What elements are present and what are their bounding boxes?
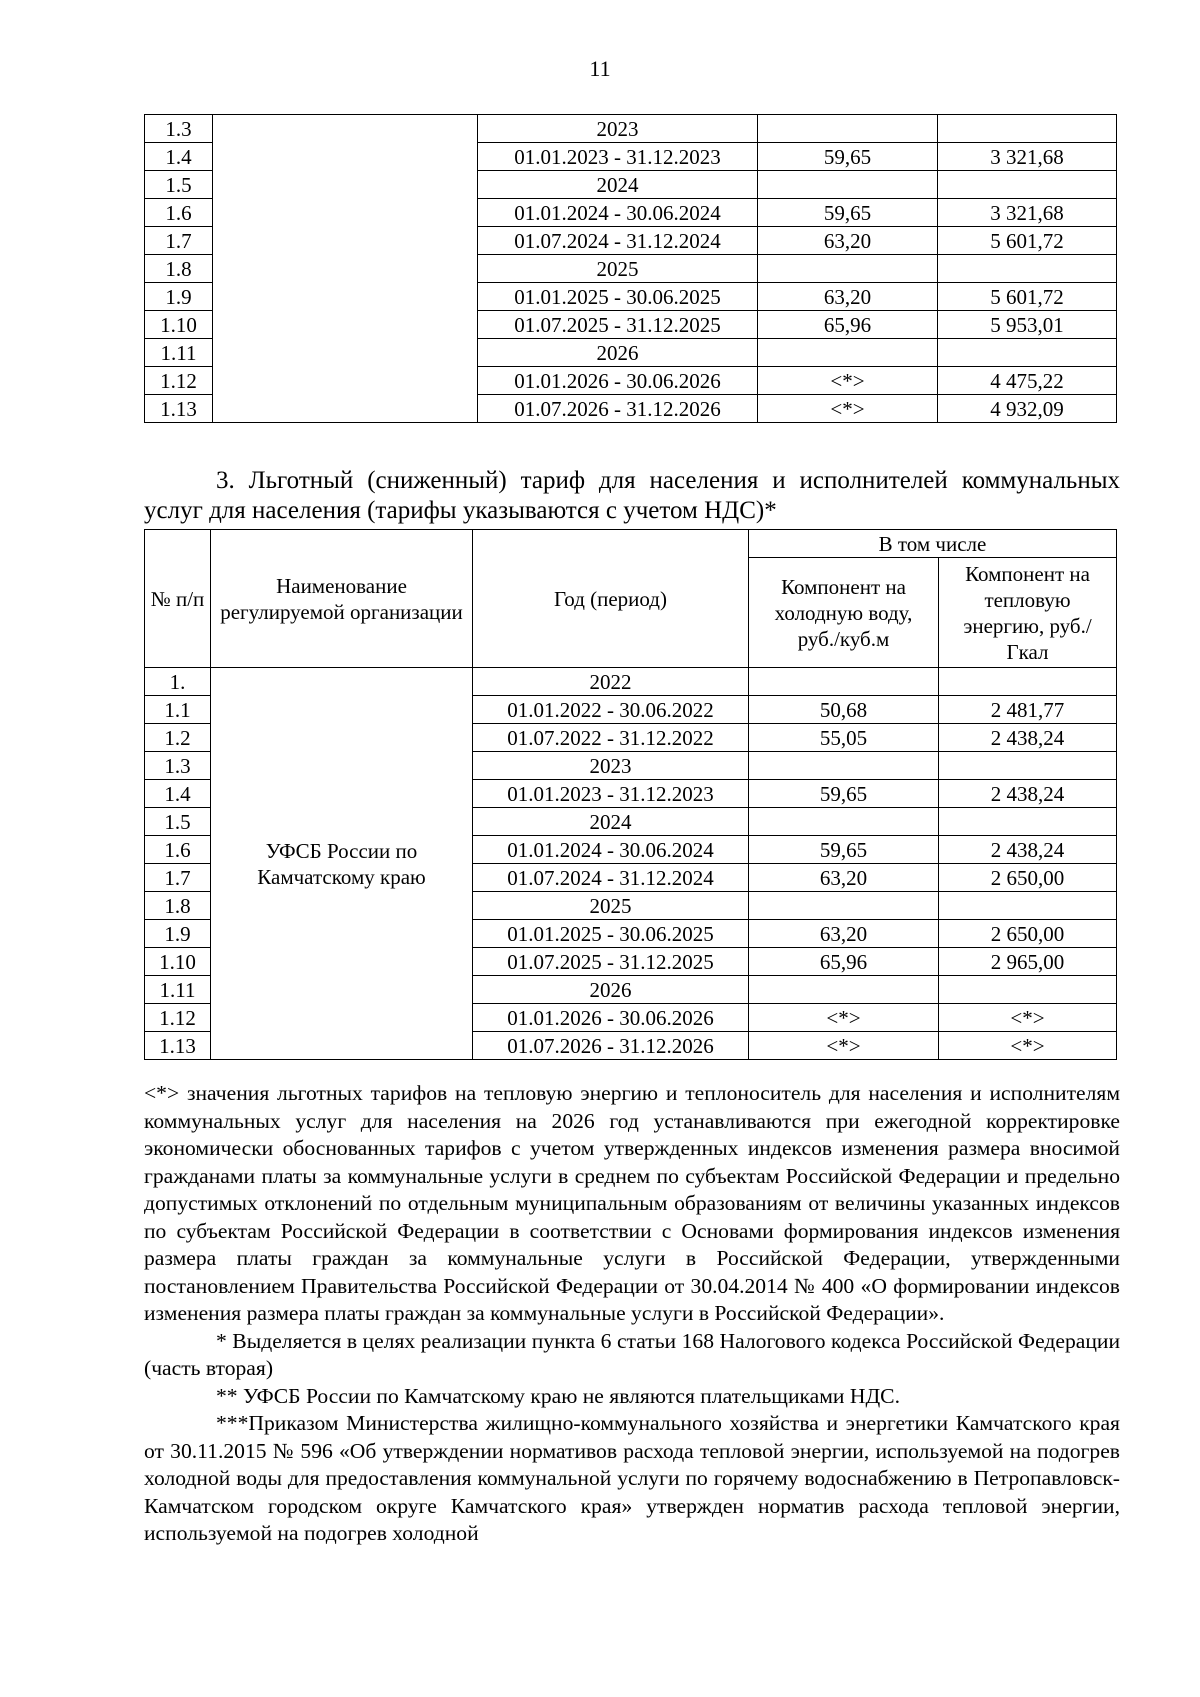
water-component-cell: [749, 752, 939, 780]
header-including: В том числе: [749, 530, 1117, 558]
water-component-cell: 50,68: [749, 696, 939, 724]
footnote-vat: * Выделяется в целях реализации пункта 6 статьи 168 Налогового кодекса Российской Федерации (часть вторая): [144, 1328, 1120, 1380]
period-cell: 01.07.2026 - 31.12.2026: [473, 1032, 749, 1060]
table-row: [145, 115, 1117, 143]
row-number: 1.4: [145, 143, 213, 171]
organization-cell: УФСБ России по Камчатскому краю: [211, 668, 473, 1060]
water-component-cell: [758, 339, 938, 367]
period-cell: 01.01.2025 - 30.06.2025: [473, 920, 749, 948]
row-number: 1.3: [145, 752, 211, 780]
water-component-cell: [749, 808, 939, 836]
year-cell: 2025: [478, 255, 758, 283]
heat-component-cell: 2 438,24: [939, 724, 1117, 752]
water-component-cell: 59,65: [749, 836, 939, 864]
row-number: 1.5: [145, 171, 213, 199]
water-component-cell: [758, 255, 938, 283]
preferential-tariff-table-body: [145, 668, 1117, 1060]
heat-component-cell: 2 438,24: [939, 780, 1117, 808]
year-cell: 2022: [473, 668, 749, 696]
heat-component-cell: 3 321,68: [938, 199, 1117, 227]
row-number: 1.3: [145, 115, 213, 143]
row-number: 1.13: [145, 1032, 211, 1060]
header-organization: Наименование регулируемой организации: [211, 530, 473, 668]
water-component-cell: <*>: [749, 1004, 939, 1032]
water-component-cell: 63,20: [749, 864, 939, 892]
row-number: 1.7: [145, 227, 213, 255]
water-component-cell: 63,20: [758, 283, 938, 311]
heat-component-cell: 4 475,22: [938, 367, 1117, 395]
footnote-vat-exempt: ** УФСБ России по Камчатскому краю не являются плательщиками НДС.: [216, 1383, 900, 1408]
row-number: 1.10: [145, 948, 211, 976]
row-number: 1.8: [145, 892, 211, 920]
water-component-cell: [749, 976, 939, 1004]
row-number: 1.12: [145, 367, 213, 395]
heat-component-cell: 5 601,72: [938, 227, 1117, 255]
heat-component-cell: [939, 808, 1117, 836]
period-cell: 01.01.2023 - 31.12.2023: [478, 143, 758, 171]
footnote-order: ***Приказом Министерства жилищно-коммунального хозяйства и энергетики Камчатского края от 30.11.2015 № 596 «Об утверждении нормативов расхода тепловой энергии, используемой на подогрев холодной воды для предоставления коммунальной услуги по горячему водоснабжению в Петропавловск-Камчатском городском округе Камчатского края» утвержден норматив расхода тепловой энергии, используемой на подогрев холодной: [144, 1411, 1120, 1545]
heat-component-cell: [939, 976, 1117, 1004]
year-cell: 2024: [473, 808, 749, 836]
heat-component-cell: [939, 752, 1117, 780]
water-component-cell: [758, 171, 938, 199]
water-component-cell: [758, 115, 938, 143]
footnotes: [144, 1080, 1120, 1548]
row-number: 1.4: [145, 780, 211, 808]
row-number: 1.9: [145, 283, 213, 311]
water-component-cell: 59,65: [758, 143, 938, 171]
heat-component-cell: 2 965,00: [939, 948, 1117, 976]
heat-component-cell: <*>: [939, 1032, 1117, 1060]
year-cell: 2025: [473, 892, 749, 920]
heat-component-cell: <*>: [939, 1004, 1117, 1032]
header-water-component: Компонент на холодную воду, руб./куб.м: [749, 558, 939, 668]
heat-component-cell: 5 601,72: [938, 283, 1117, 311]
water-component-cell: 65,96: [749, 948, 939, 976]
row-number: 1.13: [145, 395, 213, 423]
heat-component-cell: 2 650,00: [939, 920, 1117, 948]
water-component-cell: <*>: [758, 395, 938, 423]
heat-component-cell: [939, 892, 1117, 920]
period-cell: 01.07.2025 - 31.12.2025: [473, 948, 749, 976]
table-row: [145, 668, 1117, 696]
period-cell: 01.01.2024 - 30.06.2024: [473, 836, 749, 864]
year-cell: 2026: [473, 976, 749, 1004]
row-number: 1.11: [145, 976, 211, 1004]
period-cell: 01.01.2025 - 30.06.2025: [478, 283, 758, 311]
page-number: 11: [589, 56, 611, 81]
period-cell: 01.01.2026 - 30.06.2026: [478, 367, 758, 395]
header-number: № п/п: [145, 530, 211, 668]
heat-component-cell: 2 650,00: [939, 864, 1117, 892]
row-number: 1.5: [145, 808, 211, 836]
heat-component-cell: 5 953,01: [938, 311, 1117, 339]
year-cell: 2023: [478, 115, 758, 143]
header-heat-component: Компонент на тепловую энергию, руб./Гкал: [939, 558, 1117, 668]
water-component-cell: 65,96: [758, 311, 938, 339]
row-number: 1.12: [145, 1004, 211, 1032]
heat-component-cell: [938, 171, 1117, 199]
header-period: Год (период): [473, 530, 749, 668]
row-number: 1.7: [145, 864, 211, 892]
period-cell: 01.01.2023 - 31.12.2023: [473, 780, 749, 808]
water-component-cell: <*>: [749, 1032, 939, 1060]
row-number: 1.10: [145, 311, 213, 339]
water-component-cell: 63,20: [749, 920, 939, 948]
year-cell: 2023: [473, 752, 749, 780]
water-component-cell: <*>: [758, 367, 938, 395]
section-heading: 3. Льготный (сниженный) тариф для населения и исполнителей коммунальных услуг для населения (тарифы указываются с учетом НДС)*: [144, 467, 1120, 524]
row-number: 1.6: [145, 199, 213, 227]
heat-component-cell: [939, 668, 1117, 696]
heat-component-cell: 3 321,68: [938, 143, 1117, 171]
period-cell: 01.07.2024 - 31.12.2024: [478, 227, 758, 255]
year-cell: 2024: [478, 171, 758, 199]
period-cell: 01.01.2022 - 30.06.2022: [473, 696, 749, 724]
heat-component-cell: 4 932,09: [938, 395, 1117, 423]
row-number: 1.8: [145, 255, 213, 283]
row-number: 1.1: [145, 696, 211, 724]
water-component-cell: 59,65: [749, 780, 939, 808]
heat-component-cell: 2 481,77: [939, 696, 1117, 724]
organization-cell: [213, 115, 478, 423]
row-number: 1.2: [145, 724, 211, 752]
heat-component-cell: [938, 115, 1117, 143]
water-component-cell: 63,20: [758, 227, 938, 255]
row-number: 1.11: [145, 339, 213, 367]
row-number: 1.6: [145, 836, 211, 864]
heat-component-cell: [938, 339, 1117, 367]
water-component-cell: 55,05: [749, 724, 939, 752]
period-cell: 01.07.2026 - 31.12.2026: [478, 395, 758, 423]
row-number: 1.9: [145, 920, 211, 948]
preferential-tariff-table: [144, 529, 1117, 1060]
period-cell: 01.01.2024 - 30.06.2024: [478, 199, 758, 227]
year-cell: 2026: [478, 339, 758, 367]
heat-component-cell: 2 438,24: [939, 836, 1117, 864]
footnote-asterisk-brackets: <*> значения льготных тарифов на тепловую энергию и теплоноситель для населения и исполнителям коммунальных услуг для населения на 2026 год устанавливаются при ежегодной корректировке экономически обоснованных тарифов с учетом утвержденных индексов изменения размера вносимой гражданами платы за коммунальные услуги в среднем по субъектам Российской Федерации и предельно допустимых отклонений по отдельным муниципальным образованиям от величины указанных индексов по субъектам Российской Федерации в соответствии с Основами формирования индексов изменения размера платы граждан за коммунальные услуги в Российской Федерации, утвержденными постановлением Правительства Российской Федерации от 30.04.2014 № 400 «О формировании индексов изменения размера платы граждан за коммунальные услуги в Российской Федерации».: [144, 1081, 1120, 1325]
water-component-cell: 59,65: [758, 199, 938, 227]
water-component-cell: [749, 892, 939, 920]
tariff-table-continued: [144, 114, 1117, 423]
period-cell: 01.07.2024 - 31.12.2024: [473, 864, 749, 892]
row-number: 1.: [145, 668, 211, 696]
period-cell: 01.07.2025 - 31.12.2025: [478, 311, 758, 339]
period-cell: 01.07.2022 - 31.12.2022: [473, 724, 749, 752]
heat-component-cell: [938, 255, 1117, 283]
water-component-cell: [749, 668, 939, 696]
period-cell: 01.01.2026 - 30.06.2026: [473, 1004, 749, 1032]
tariff-table-continued-body: [145, 115, 1117, 423]
